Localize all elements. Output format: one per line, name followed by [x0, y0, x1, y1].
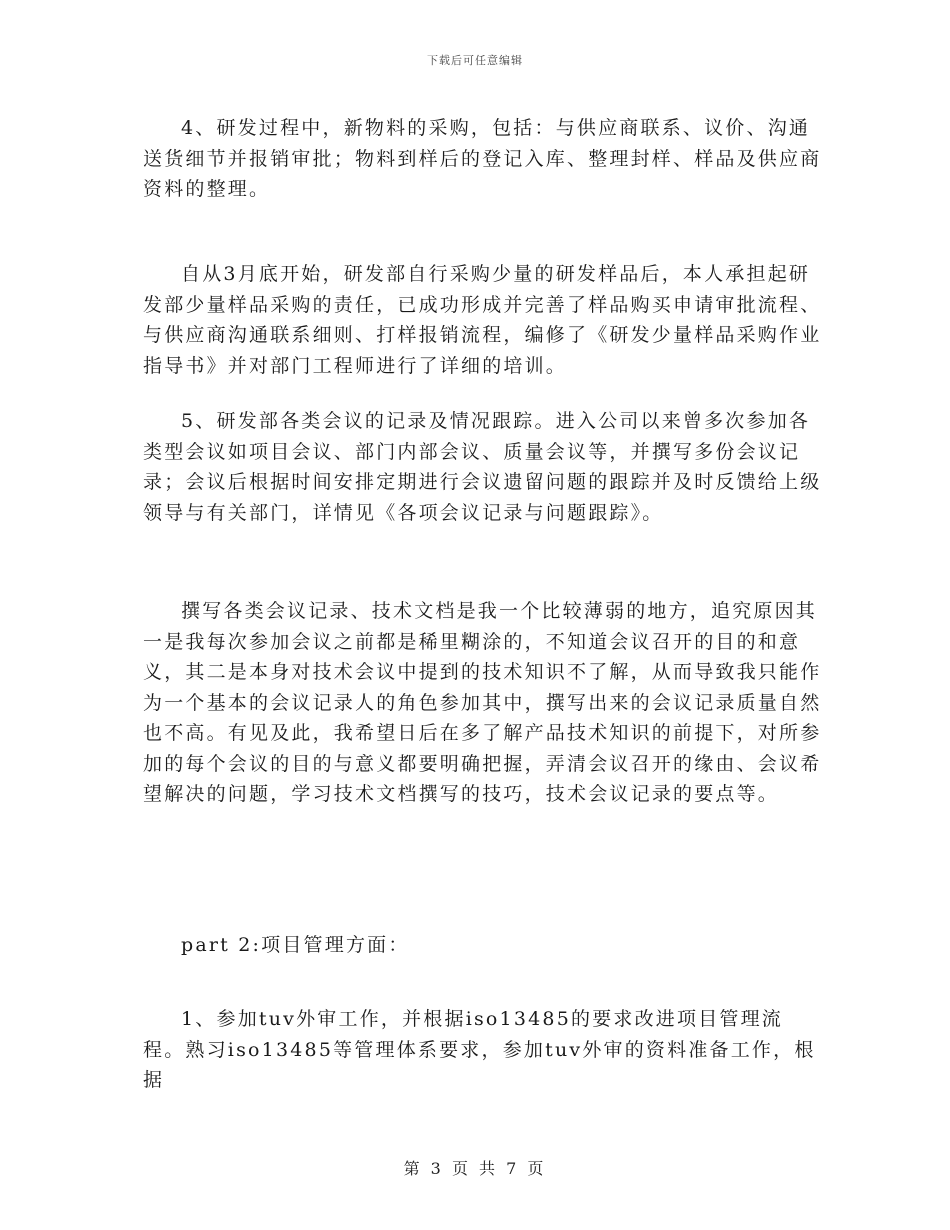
paragraph-1-block: [143, 113, 823, 205]
paragraph: 自从3月底开始，研发部自行采购少量的研发样品后，本人承担起研发部少量样品采购的责任，已成功形成并完善了样品购买申请审批流程、与供应商沟通联系细则、打样报销流程，编修了《研发少量样品采购作业指导书》并对部门工程师进行了详细的培训。: [143, 263, 822, 377]
page-number-footer: 第 3 页 共 7 页: [403, 1159, 547, 1178]
paragraph: 5、研发部各类会议的记录及情况跟踪。进入公司以来曾多次参加各类型会议如项目会议、部门内部会议、质量会议等，并撰写多份会议记录；会议后根据时间安排定期进行会议遗留问题的跟踪并及时反馈给上级领导与有关部门，详情见《各项会议记录与问题跟踪》。: [143, 410, 822, 524]
paragraph: 4、研发过程中，新物料的采购，包括：与供应商联系、议价、沟通送货细节并报销审批；物料到样后的登记入库、整理封样、样品及供应商资料的整理。: [143, 117, 822, 200]
paragraph: 1、参加tuv外审工作，并根据iso13485的要求改进项目管理流程。熟习iso13485等管理体系要求，参加tuv外审的资料准备工作，根据: [143, 1008, 816, 1091]
paragraph-4-block: [143, 596, 823, 810]
paragraph-5-block: [143, 1004, 823, 1096]
page-header: 下载后可任意编辑: [427, 54, 523, 67]
section-heading-block: [143, 930, 823, 961]
paragraph: 撰写各类会议记录、技术文档是我一个比较薄弱的地方，追究原因其一是我每次参加会议之前都是稀里糊涂的，不知道会议召开的目的和意义，其二是本身对技术会议中提到的技术知识不了解，从而导致我只能作为一个基本的会议记录人的角色参加其中，撰写出来的会议记录质量自然也不高。有见及此，我希望日后在多了解产品技术知识的前提下，对所参加的每个会议的目的与意义都要明确把握，弄清会议召开的缘由、会议希望解决的问题，学习技术文档撰写的技巧，技术会议记录的要点等。: [143, 600, 822, 805]
paragraph-3-block: [143, 406, 823, 528]
paragraph-2-block: [143, 259, 823, 381]
section-heading: part 2:项目管理方面：: [181, 934, 410, 956]
